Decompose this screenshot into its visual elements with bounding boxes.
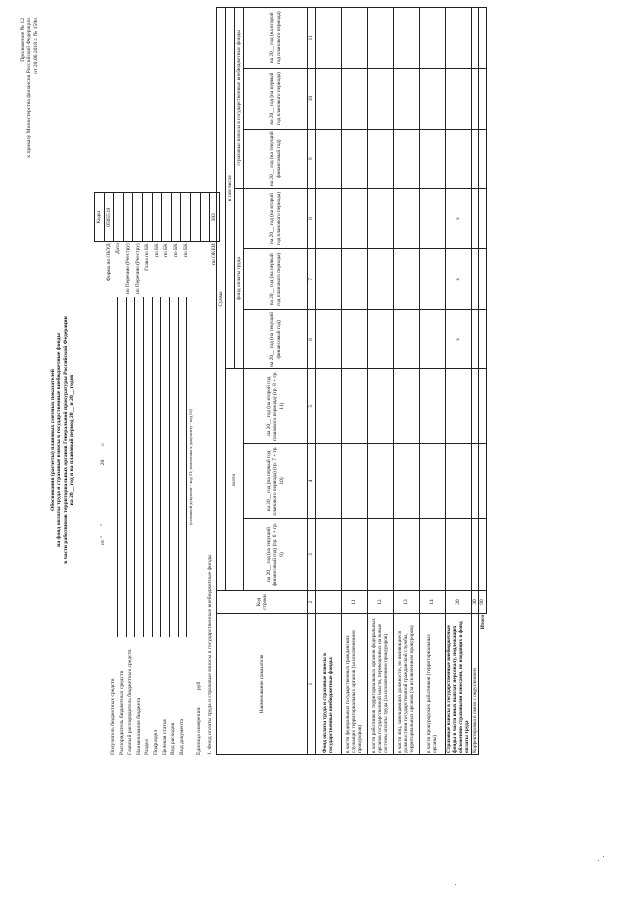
table-row: [393, 8, 419, 755]
cell: [419, 249, 445, 310]
row-name: Страховые взносы в государственные внебюджетные фонды в части иных выплат персоналу, подлежащих обложению страховыми взносами, не входящих в фонд оплаты труда: [445, 614, 471, 755]
cell: [445, 369, 471, 443]
cell: [479, 369, 487, 443]
col-header-6: на 20__ год (на текущий финансовый год): [244, 310, 308, 369]
appendix-header: [20, 18, 39, 278]
codes-header: Коды: [95, 193, 105, 242]
code-value: [181, 193, 191, 242]
form-title: [50, 205, 76, 675]
cell: [315, 68, 341, 129]
cell: [445, 518, 471, 590]
field-expense-type: Вид расходов: [170, 722, 177, 755]
col-number: 11: [308, 8, 316, 69]
code-label: [190, 242, 200, 295]
row-code: 14: [419, 591, 445, 614]
section-heading: 1. Фонд оплаты труда и страховые взносы в государственные внебюджетные фонды: [207, 554, 213, 755]
cell: [479, 310, 487, 369]
field-main-distributor: Главный распорядитель бюджетных средств: [127, 649, 134, 755]
field-budget-name: Наименование бюджета: [135, 697, 142, 755]
field-line: [169, 297, 170, 637]
col-header-code: Код строки: [217, 591, 308, 614]
code-label: Дата: [115, 243, 122, 255]
col-header-sum: Сумма: [217, 8, 226, 591]
cell: [341, 129, 367, 188]
cell: [419, 188, 445, 249]
cell: [367, 8, 393, 69]
code-label: по БК: [163, 243, 170, 257]
cell: [315, 188, 341, 249]
cell: [315, 310, 341, 369]
cell: [479, 129, 487, 188]
field-line: [117, 297, 118, 637]
field-subsection: Подраздел: [152, 729, 159, 755]
cell: [315, 443, 341, 518]
col-header-9: на 20__ год (на текущий финансовый год): [244, 129, 308, 188]
doc-type-note: (основной документ - код 01; изменения к документу - код 02): [188, 408, 193, 526]
row-code: 20: [445, 591, 471, 614]
cell: [479, 68, 487, 129]
cell: [479, 8, 487, 69]
cell: [419, 310, 445, 369]
row-name: Фонд оплаты труда и страховые взносы в государственные внебюджетные фонды:: [315, 614, 341, 755]
codes-table: [94, 192, 220, 295]
row-code: 30: [471, 591, 479, 614]
table-row: [341, 8, 367, 755]
code-value: [142, 193, 152, 242]
cell: [341, 369, 367, 443]
col-header-4: на 20__ год (на первый год планового периода) (гр. 7 + гр. 10): [244, 443, 308, 518]
cell: [315, 8, 341, 69]
col-number: 8: [308, 188, 316, 249]
col-header-incl: в том числе: [226, 8, 235, 369]
col-number: 2: [308, 591, 316, 614]
row-name: в части федеральных государственных гражданских служащих территориальных органов (за исключением прокуроров): [341, 614, 367, 755]
appendix-order: к приказу Министерства финансов Российской Федерации: [26, 18, 33, 158]
field-line: [186, 297, 187, 637]
code-value: [171, 193, 181, 242]
cell: x: [445, 310, 471, 369]
col-header-10: на 20__ год (на первый год планового периода): [244, 68, 308, 129]
table-row: [419, 8, 445, 755]
cell: [393, 8, 419, 69]
col-header-5: на 20__ год (на второй год планового периода) (гр. 8 + гр. 11): [244, 369, 308, 443]
code-value: [162, 193, 172, 242]
cell: [471, 188, 479, 249]
code-label: по Перечню (Реестру): [134, 243, 141, 294]
cell: [367, 188, 393, 249]
scan-speck: [455, 884, 456, 885]
col-number: 7: [308, 249, 316, 310]
field-target-article: Целевая статья: [161, 719, 168, 755]
cell: [471, 443, 479, 518]
main-table: [216, 7, 487, 755]
cell: [471, 310, 479, 369]
title-line-2: на фонд оплаты труда и страховые взносы в государственные внебюджетные фонды: [56, 333, 63, 547]
table-row: [471, 8, 479, 755]
col-number: 5: [308, 369, 316, 443]
field-line: [143, 297, 144, 637]
cell: [419, 68, 445, 129]
cell: [341, 188, 367, 249]
row-code: 12: [367, 591, 393, 614]
cell: [367, 518, 393, 590]
col-header-8: на 20__ год (на второй год планового периода): [244, 188, 308, 249]
code-label: [200, 242, 210, 295]
field-line: [160, 297, 161, 637]
cell: [341, 249, 367, 310]
cell: [471, 249, 479, 310]
code-value: [200, 193, 210, 242]
cell: [341, 518, 367, 590]
field-section: Раздел: [144, 739, 151, 755]
cell: [419, 8, 445, 69]
code-value: [133, 193, 143, 242]
row-name: Корректировка в связи с округлением: [471, 614, 479, 755]
row-code: 90: [479, 591, 487, 614]
cell: [393, 68, 419, 129]
cell: [367, 443, 393, 518]
code-label: по Перечню (Реестру): [124, 243, 131, 294]
cell: [393, 129, 419, 188]
requisites-block: [110, 485, 187, 755]
cell: [419, 369, 445, 443]
cell: [367, 68, 393, 129]
cell: x: [445, 188, 471, 249]
cell: [341, 443, 367, 518]
scan-speck: [598, 860, 599, 861]
row-name: в части работников территориальных органов федеральных органов государственной власти, переведенных на новые системы оплаты труда (за исключением прокуроров): [367, 614, 393, 755]
cell: [445, 129, 471, 188]
cell: [471, 518, 479, 590]
code-value-okei: 383: [210, 193, 220, 242]
col-number: 1: [308, 614, 316, 755]
cell: [367, 310, 393, 369]
cell: [479, 518, 487, 590]
col-number: 4: [308, 443, 316, 518]
title-line-4: на 20__ год и на плановый период 20__ и 20__ годов: [69, 374, 76, 506]
cell: [445, 8, 471, 69]
row-code: 11: [341, 591, 367, 614]
table-row: [445, 8, 471, 755]
col-header-ins: страховые взносы в государственные внебюджетные фонды: [235, 8, 244, 189]
col-header-3: на 20__ год (на текущий финансовый год) (гр. 6 + гр. 9): [244, 518, 308, 590]
code-value: [152, 193, 162, 242]
cell: [393, 518, 419, 590]
cell: [341, 310, 367, 369]
unit-label: Единица измерения:: [196, 706, 202, 755]
cell: [367, 249, 393, 310]
cell: [315, 369, 341, 443]
cell: [471, 129, 479, 188]
table-row-total: [479, 8, 487, 755]
cell: [393, 310, 419, 369]
col-number: 9: [308, 129, 316, 188]
code-value: [123, 193, 133, 242]
code-label: по БК: [172, 243, 179, 257]
cell: [419, 518, 445, 590]
cell: [419, 129, 445, 188]
code-label: Форма по ОКУД: [105, 243, 112, 282]
cell: [445, 68, 471, 129]
cell: [445, 443, 471, 518]
cell: [341, 8, 367, 69]
cell: [471, 8, 479, 69]
cell: [367, 369, 393, 443]
col-header-7: на 20__ год (на первый год планового периода): [244, 249, 308, 310]
row-code: [315, 591, 341, 614]
cell: [315, 129, 341, 188]
code-value: [114, 193, 124, 242]
cell: [471, 369, 479, 443]
col-header-fot: фонд оплаты труда: [235, 188, 244, 369]
code-label: по БК: [182, 243, 189, 257]
col-header-name: Наименование показателя: [217, 614, 308, 755]
cell: [393, 188, 419, 249]
cell: [367, 129, 393, 188]
field-distributor: Распорядитель бюджетных средств: [118, 670, 125, 755]
cell: [393, 249, 419, 310]
row-name: в части прокурорских работников (территориальные органы): [419, 614, 445, 755]
title-line-1: Обоснования (расчеты) плановых сметных показателей: [50, 369, 56, 511]
cell: [479, 188, 487, 249]
code-value: [190, 193, 200, 242]
appendix-number: Приложение № 12: [20, 18, 26, 62]
cell: x: [445, 249, 471, 310]
cell: [471, 68, 479, 129]
cell: [341, 68, 367, 129]
col-header-total: всего: [226, 369, 244, 591]
cell: [315, 249, 341, 310]
table-row: [367, 8, 393, 755]
col-header-11: на 20__ год (на второй год планового периода): [244, 8, 308, 69]
row-name-total: Итого: [479, 615, 486, 630]
code-value-okud: 0505519: [104, 193, 114, 242]
field-line: [134, 297, 135, 637]
field-line: [178, 297, 179, 637]
scan-speck: [603, 856, 604, 857]
field-line: [152, 297, 153, 637]
cell: [419, 443, 445, 518]
col-number: 10: [308, 68, 316, 129]
row-code: 13: [393, 591, 419, 614]
title-line-3: в части работников территориальных органов Генеральной прокуратуры Российской Федерации: [62, 316, 69, 564]
code-label: по ОКЕИ: [211, 243, 218, 265]
cell: [479, 249, 487, 310]
table-row: [315, 8, 341, 755]
code-label: Глава по БК: [144, 243, 151, 271]
appendix-date: от 20.06.2018 г. № 159н: [32, 18, 39, 74]
field-line: [126, 297, 127, 637]
field-recipient: Получатель бюджетных средств: [110, 678, 116, 755]
cell: [479, 443, 487, 518]
field-doc-type: Вид документа: [178, 719, 185, 755]
cell: [315, 518, 341, 590]
col-number: 6: [308, 310, 316, 369]
row-name: в части лиц, замещающих должности, не являющиеся должностями государственной гражданской службы, территориальных органов (за исключением прокуроров): [393, 614, 419, 755]
cell: [393, 443, 419, 518]
cell: [393, 369, 419, 443]
col-number: 3: [308, 518, 316, 590]
code-label: по БК: [153, 243, 160, 257]
unit-value: руб: [196, 681, 202, 690]
form-date: от " " 20 г.: [100, 442, 106, 545]
